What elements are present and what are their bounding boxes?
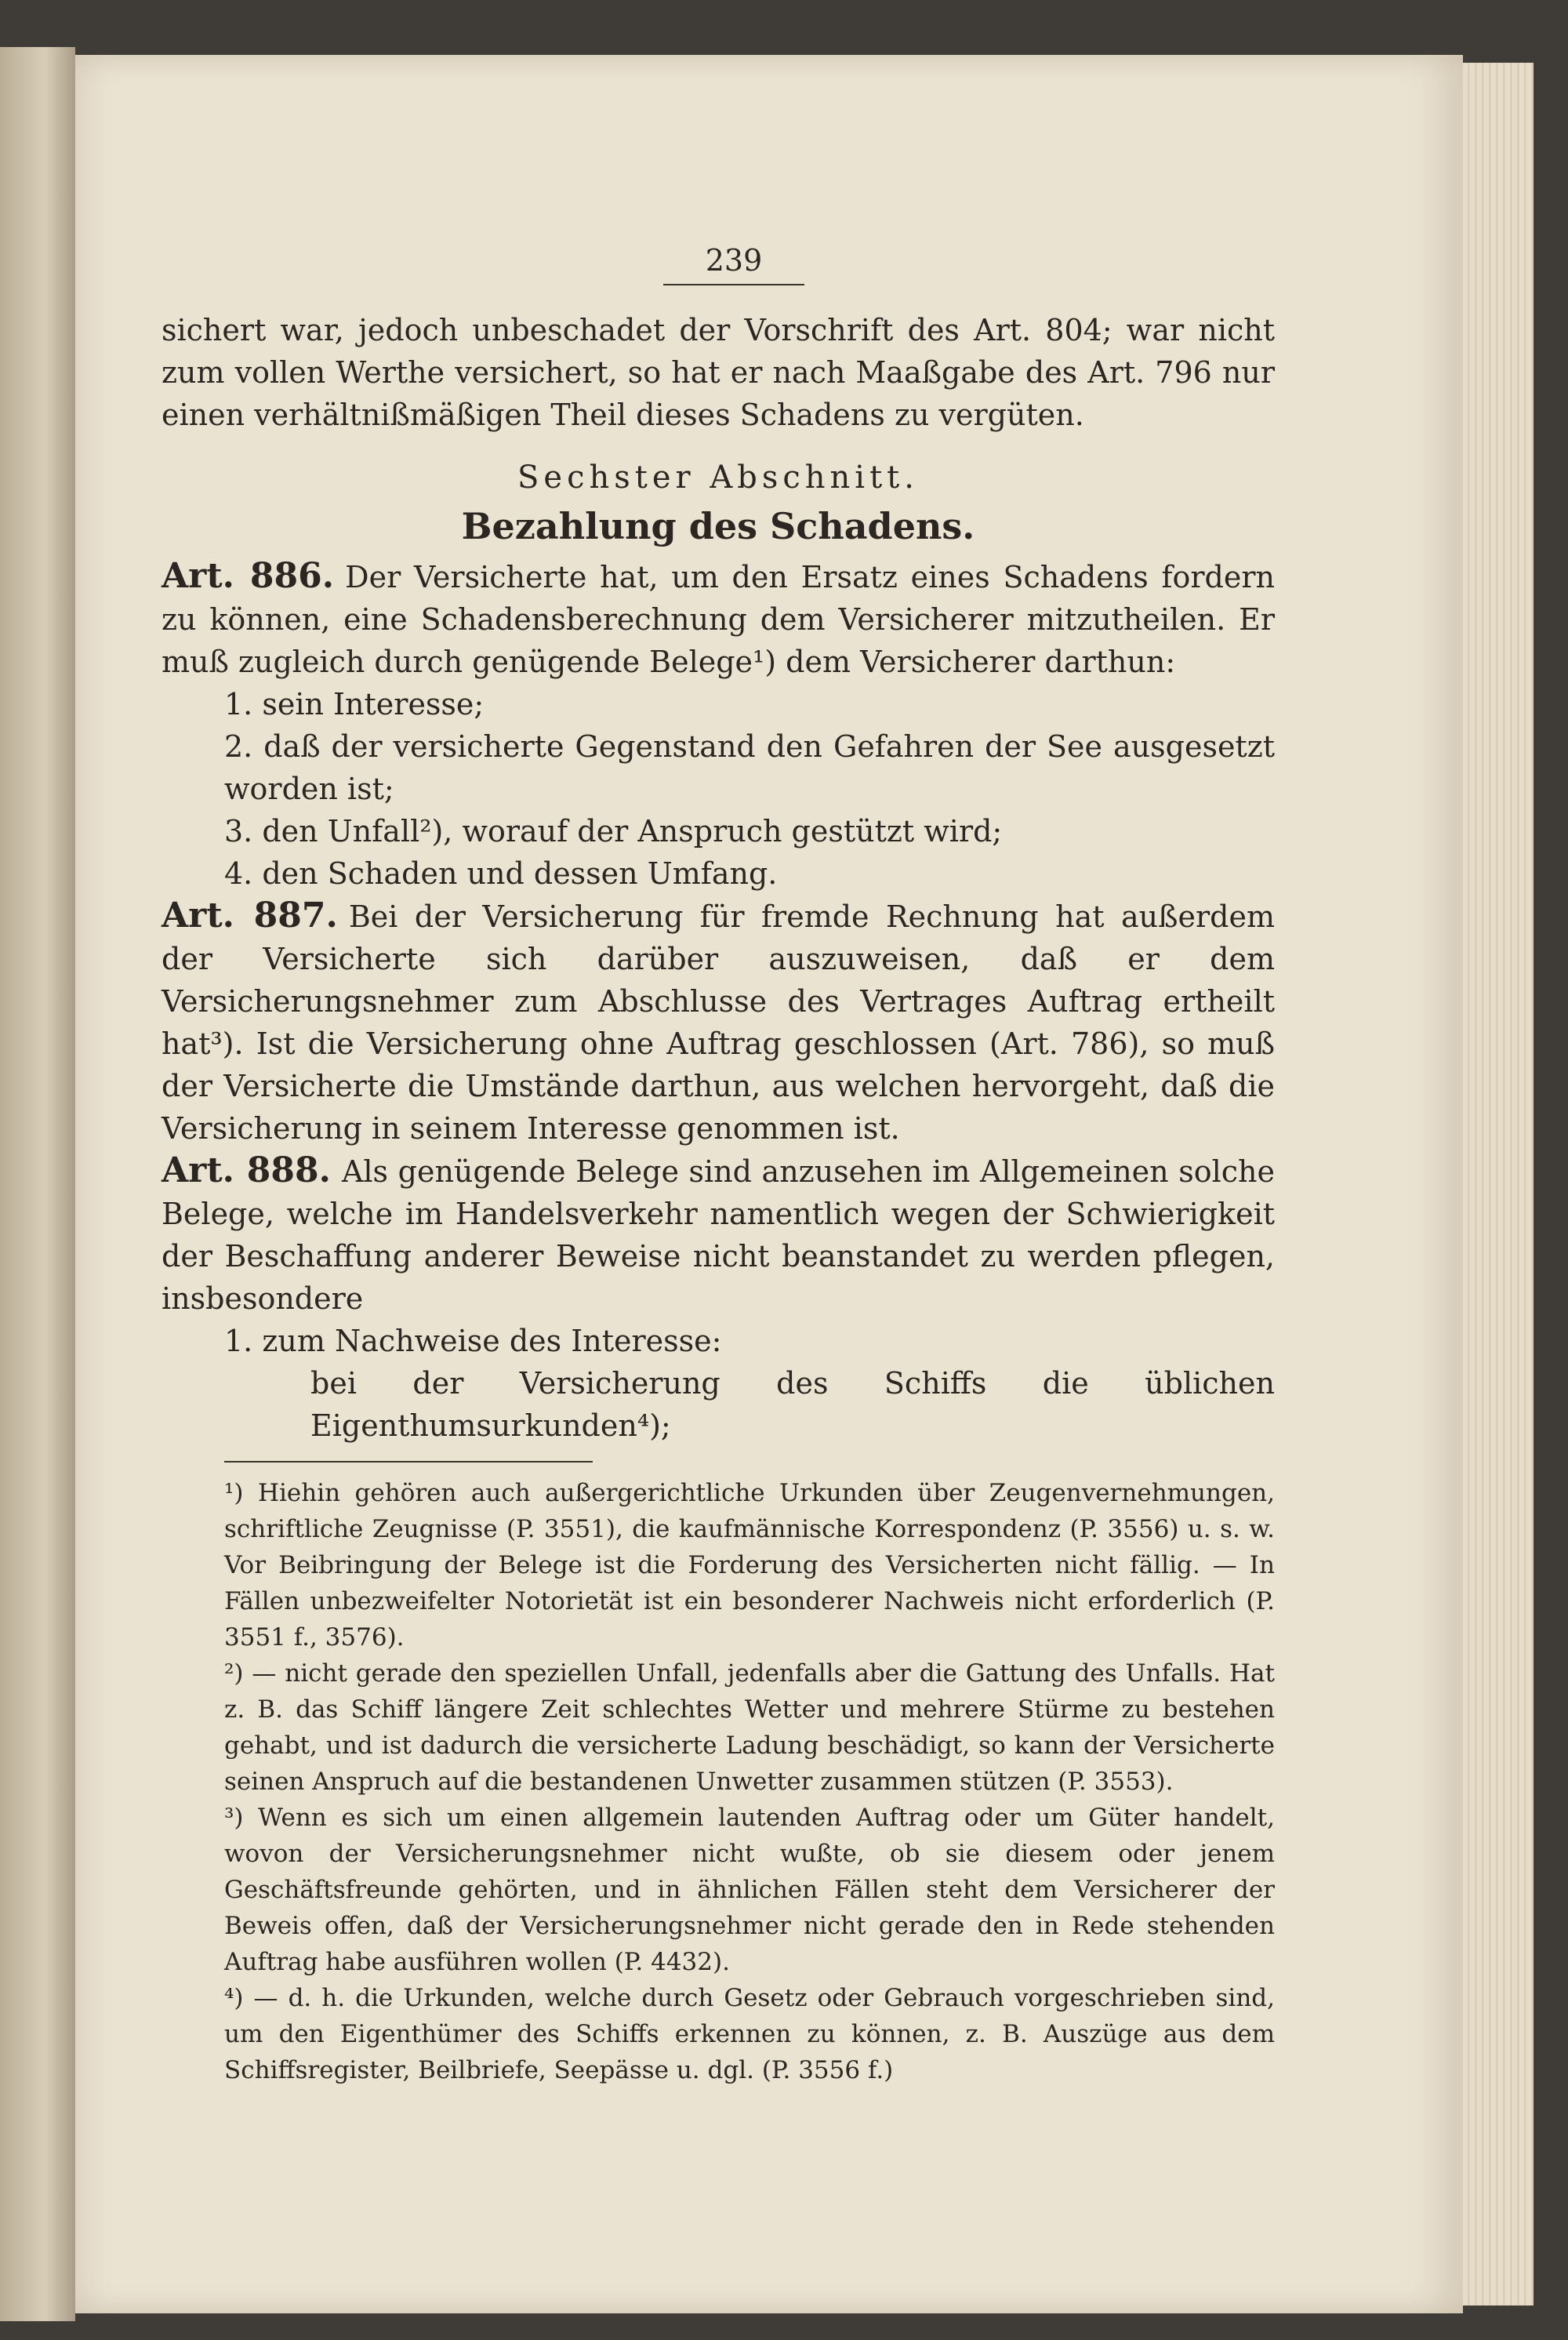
footnote-3: ³) Wenn es sich um einen allgemein lautenden Auftrag oder um Güter handelt, wovon der Versicherungsnehmer nicht wußte, ob sie diesem oder jenem Geschäftsfreunde gehörten, und in ähnlichen Fällen steht dem Versicherer der Beweis offen, daß der Versicherungsnehmer nicht gerade den in Rede stehenden Auftrag habe ausführen wollen (P. 4432). — [224, 1804, 1275, 1976]
list-item: 1. zum Nachweise des Interesse: — [224, 1324, 722, 1358]
article-888 — [162, 1150, 1275, 1320]
page-text — [162, 188, 1275, 2088]
sub-list-item: bei der Versicherung des Schiffs die üblichen Eigenthumsurkunden⁴); — [310, 1366, 1275, 1443]
footnote-2: ²) — nicht gerade den speziellen Unfall, jedenfalls aber die Gattung des Unfalls. Hat z. B. das Schiff längere Zeit schlechtes Wetter und mehrere Stürme zu bestehen gehabt, und ist dadurch die versicherte Ladung beschädigt, so kann der Versicherte seinen Anspruch auf die bestandenen Unwetter zusammen stützen (P. 3553). — [224, 1659, 1275, 1796]
section-heading: Sechster Abschnitt. — [517, 460, 919, 496]
article-887 — [162, 895, 1275, 1150]
list-item: 3. den Unfall²), worauf der Anspruch gestützt wird; — [224, 814, 1003, 848]
footnote-4: ⁴) — d. h. die Urkunden, welche durch Gesetz oder Gebrauch vorgeschrieben sind, um den Eigenthümer des Schiffs erkennen zu können, z. B. Auszüge aus dem Schiffsregister, Beilbriefe, Seepässe u. dgl. (P. 3556 f.) — [224, 1984, 1275, 2084]
intro-paragraph: sichert war, jedoch unbeschadet der Vorschrift des Art. 804; war nicht zum vollen Werthe versichert, so hat er nach Maaßgabe des Art. 796 nur einen verhältnißmäßigen Theil dieses Schadens zu vergüten. — [162, 313, 1275, 432]
footnote-1: ¹) Hiehin gehören auch außergerichtliche Urkunden über Zeugenvernehmungen, schriftliche Zeugnisse (P. 3551), die kaufmännische Korrespondenz (P. 3556) u. s. w. Vor Beibringung der Belege ist die Forderung des Versicherten nicht fällig. — In Fällen unbezweifelter Notorietät ist ein besonderer Nachweis nicht erforderlich (P. 3551 f., 3576). — [224, 1479, 1275, 1651]
article-888-label: Art. 888. — [162, 1150, 331, 1190]
article-888-text: Als genügende Belege sind anzusehen im Allgemeinen solche Belege, welche im Handelsverkehr namentlich wegen der Schwierigkeit der Beschaffung anderer Beweise nicht beanstandet zu werden pflegen, insbesondere — [162, 1154, 1275, 1316]
page-number-rule — [663, 284, 804, 285]
article-887-label: Art. 887. — [162, 896, 338, 936]
list-item: 4. den Schaden und dessen Umfang. — [224, 856, 778, 891]
book-page — [75, 55, 1463, 2313]
page-stack-edge — [1463, 63, 1534, 2305]
list-item: 2. daß der versicherte Gegenstand den Gefahren der See ausgesetzt worden ist; — [224, 729, 1275, 806]
footnote-rule — [224, 1461, 593, 1462]
left-page-edge — [0, 47, 75, 2321]
list-item: 1. sein Interesse; — [224, 687, 485, 721]
article-886 — [162, 555, 1275, 683]
article-887-text: Bei der Versicherung für fremde Rechnung hat außerdem der Versicherte sich darüber auszuweisen, daß er dem Versicherungsnehmer zum Abschlusse des Vertrages Auftrag ertheilt hat³). Ist die Versicherung ohne Auftrag geschlossen (Art. 786), so muß der Versicherte die Umstände darthun, aus welchen hervorgeht, daß die Versicherung in seinem Interesse genommen ist. — [162, 899, 1275, 1146]
article-886-label: Art. 886. — [162, 556, 335, 596]
section-title: Bezahlung des Schadens. — [461, 505, 975, 547]
page-number: 239 — [705, 243, 763, 278]
article-886-text: Der Versicherte hat, um den Ersatz eines Schadens fordern zu können, eine Schadensberechnung dem Versicherer mitzutheilen. Er muß zugleich durch genügende Belege¹) dem Versicherer darthun: — [162, 560, 1276, 679]
